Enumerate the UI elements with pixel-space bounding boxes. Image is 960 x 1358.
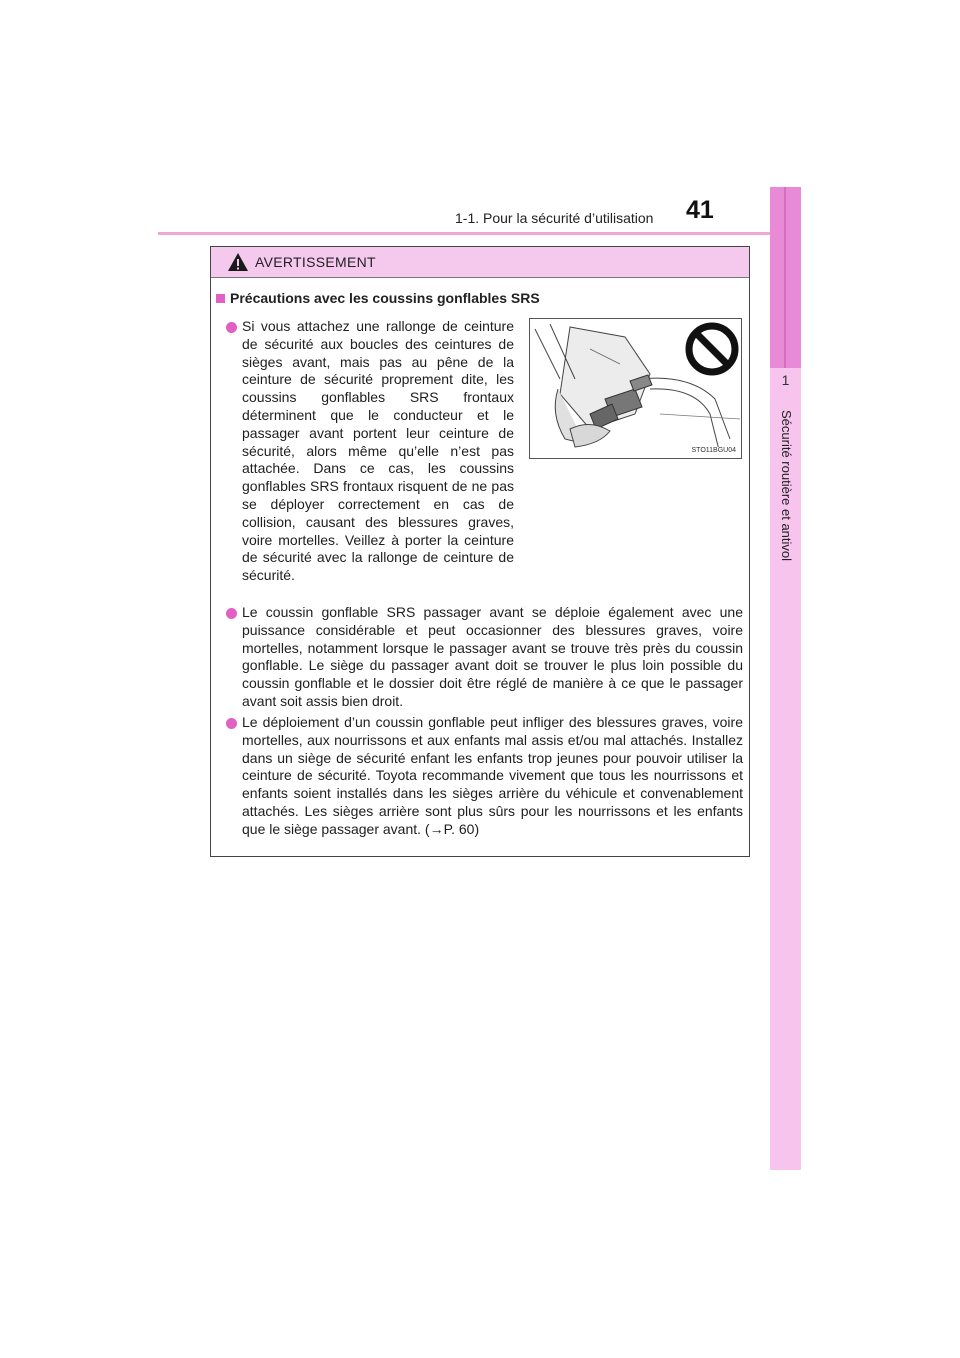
- warning-box: [210, 246, 750, 857]
- bullet-dot-icon: [226, 718, 237, 729]
- seatbelt-figure: [529, 318, 742, 459]
- bullet-dot-icon: [226, 322, 237, 333]
- warning-label: AVERTISSEMENT: [255, 254, 376, 270]
- chapter-tab-line: [784, 187, 786, 368]
- bullet-text-3: Le déploiement d’un coussin gonflable peut infliger des blessures graves, voire mortelles, aux nourrissons et aux enfants mal assis et/ou mal attachés. Installez dans un siège de sécurité enfant les enfants trop jeunes pour pouvoir utiliser la ceinture de sécurité. Toyota recommande vivement que tous les nourrissons et enfants soient installés dans les sièges arrière du véhicule et convenablement attachés. Les sièges arrière sont plus sûrs pour les nourrissons et les enfants que le siège passager avant. (→P. 60): [242, 714, 743, 837]
- bullet-dot-icon: [226, 608, 237, 619]
- subheading-text: Précautions avec les coussins gonflables SRS: [230, 290, 540, 306]
- chapter-title: Sécurité routière et antivol: [779, 410, 794, 562]
- figure-code: STO11BGU04: [691, 447, 736, 454]
- bullet-item-2: [226, 604, 743, 711]
- warning-header: [211, 247, 749, 278]
- page-number: 41: [686, 196, 714, 224]
- warning-subheading: [216, 290, 540, 306]
- section-title: 1-1. Pour la sécurité d’utilisation: [455, 210, 654, 226]
- bullet-item-3: [226, 714, 743, 839]
- square-bullet-icon: [216, 294, 225, 303]
- seatbelt-extender-illustration: [530, 319, 741, 458]
- bullet-text-2: Le coussin gonflable SRS passager avant se déploie également avec une puissance considérable et peut occasionner des blessures graves, voire mortelles, notamment lorsque le passager avant se trouve très près du coussin gonflable. Le siège du passager avant doit se trouver le plus loin possible du coussin gonflable et le dossier doit être réglé de manière à ce que le passager avant soit assis bien droit.: [242, 604, 743, 709]
- warning-triangle-icon: [227, 252, 249, 272]
- chapter-number: 1: [781, 372, 790, 388]
- header-rule: [158, 232, 770, 235]
- bullet-item-1: [226, 318, 514, 585]
- bullet-text-1: Si vous attachez une rallonge de ceinture de sécurité aux boucles des ceintures de sièges avant, mais pas au pêne de la ceinture de sécurité proprement dite, les coussins gonflables SRS frontaux déterminent que le conducteur et le passager avant portent leur ceinture de sécurité, alors même qu’elle n’est pas attachée. Dans ce cas, les coussins gonflables SRS frontaux risquent de ne pas se déployer correctement en cas de collision, causant des blessures graves, voire mortelles. Veillez à porter la ceinture de sécurité avec la rallonge de ceinture de sécurité.: [242, 318, 514, 584]
